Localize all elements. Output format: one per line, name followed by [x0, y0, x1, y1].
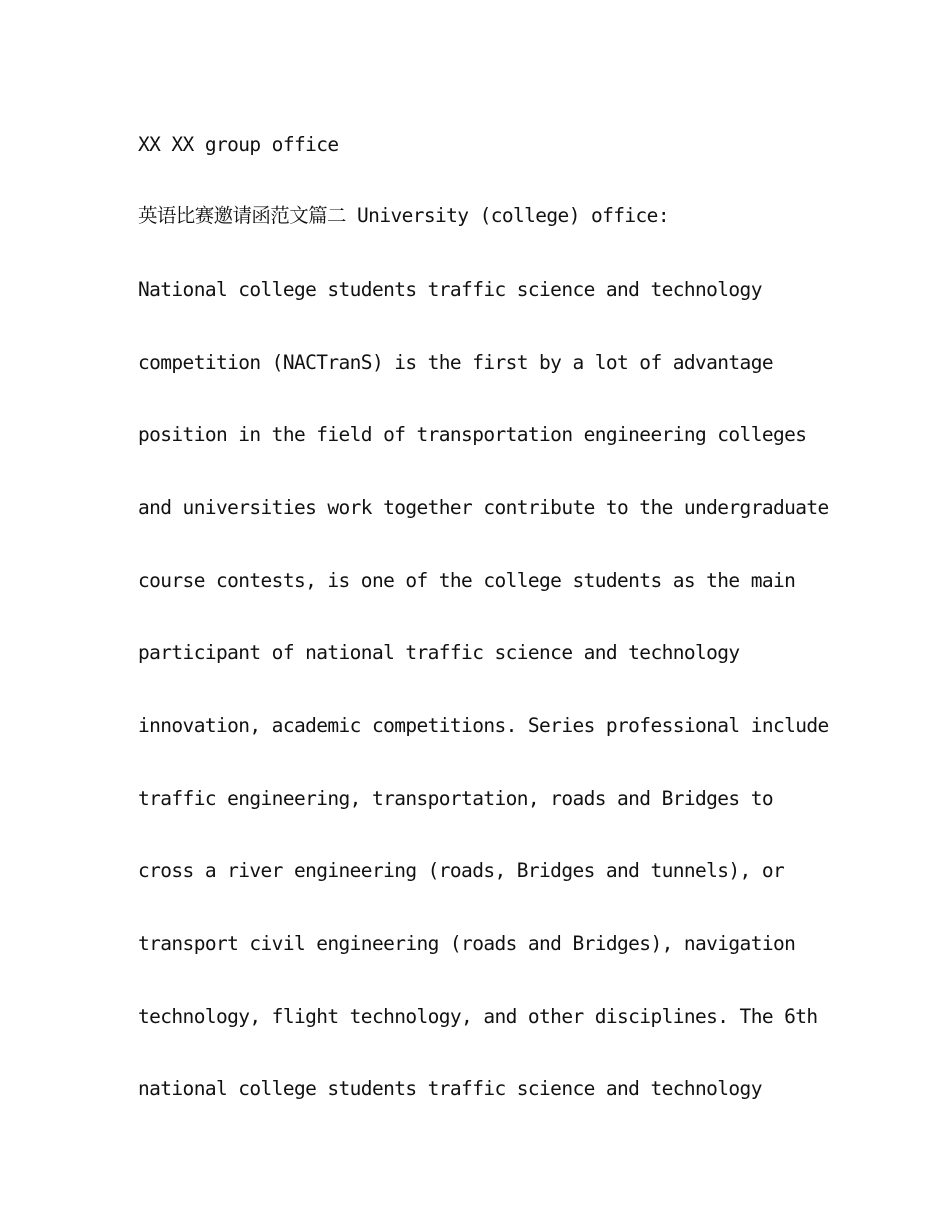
body-text-line: cross a river engineering (roads, Bridges and tunnels), or: [138, 859, 785, 882]
section-heading-line: 英语比赛邀请函范文篇二 University (college) office:: [138, 204, 669, 227]
body-text-line: position in the field of transportation engineering colleges: [138, 423, 807, 446]
body-text-line: course contests, is one of the college students as the main: [138, 569, 796, 592]
body-text-line: national college students traffic science and technology: [138, 1077, 762, 1100]
body-text-line: technology, flight technology, and other disciplines. The 6th: [138, 1005, 818, 1028]
body-text-line: transport civil engineering (roads and Bridges), navigation: [138, 932, 796, 955]
body-text-line: competition (NACTranS) is the first by a lot of advantage: [138, 351, 773, 374]
body-text-line: traffic engineering, transportation, roads and Bridges to: [138, 787, 773, 810]
body-text-line: participant of national traffic science and technology: [138, 641, 740, 664]
signature-line: XX XX group office: [138, 133, 339, 156]
body-text-line: and universities work together contribute to the undergraduate: [138, 496, 829, 519]
body-text-line: National college students traffic science and technology: [138, 278, 762, 301]
body-text-line: innovation, academic competitions. Series professional include: [138, 714, 829, 737]
